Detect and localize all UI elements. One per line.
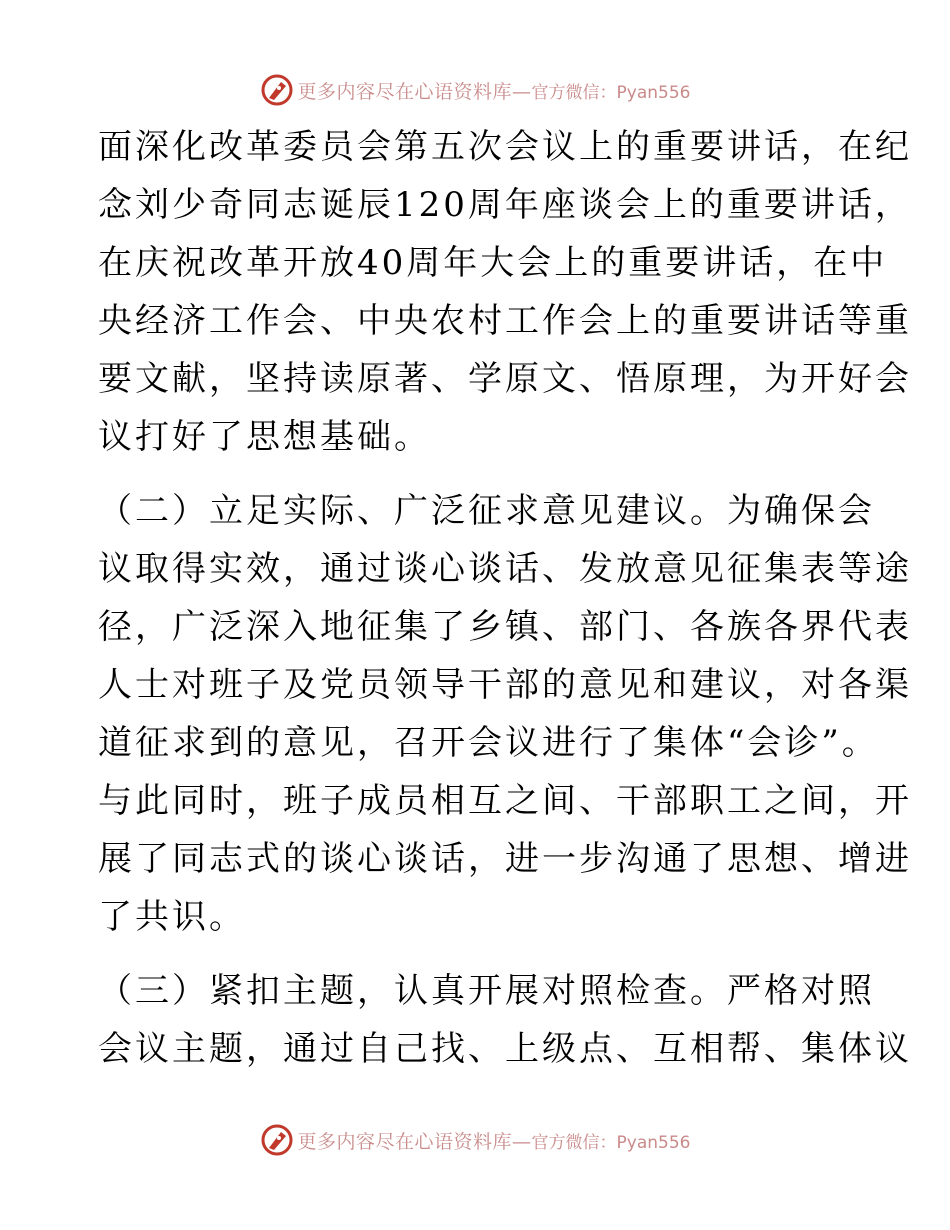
pen-nib-logo-icon bbox=[260, 1123, 294, 1157]
text-line: 议取得实效，通过谈心谈话、发放意见征集表等途 bbox=[98, 549, 912, 589]
text-line: 了共识。 bbox=[98, 897, 246, 937]
text-line: 央经济工作会、中央农村工作会上的重要讲话等重 bbox=[98, 301, 912, 341]
text-line: （三）紧扣主题，认真开展对照检查。严格对照 bbox=[98, 971, 875, 1011]
watermark-text: 更多内容尽在心语资料库—官方微信：Pyan556 bbox=[297, 80, 691, 103]
text-line: 议打好了思想基础。 bbox=[98, 417, 431, 457]
text-line: （二）立足实际、广泛征求意见建议。为确保会 bbox=[98, 491, 875, 531]
text-line: 要文献，坚持读原著、学原文、悟原理，为开好会 bbox=[98, 359, 912, 399]
text-line: 道征求到的意见，召开会议进行了集体“会诊”。 bbox=[98, 723, 879, 763]
paragraph-2 bbox=[98, 482, 912, 946]
text-line: 会议主题，通过自己找、上级点、互相帮、集体议 bbox=[98, 1029, 912, 1069]
paragraph-3 bbox=[98, 962, 912, 1078]
text-line: 与此同时，班子成员相互之间、干部职工之间，开 bbox=[98, 781, 912, 821]
watermark-footer bbox=[0, 1120, 950, 1160]
watermark-text: 更多内容尽在心语资料库—官方微信：Pyan556 bbox=[297, 1130, 691, 1153]
text-line: 人士对班子及党员领导干部的意见和建议，对各渠 bbox=[98, 665, 912, 705]
text-line: 径，广泛深入地征集了乡镇、部门、各族各界代表 bbox=[98, 607, 912, 647]
paragraph-1 bbox=[98, 118, 912, 466]
text-line: 面深化改革委员会第五次会议上的重要讲话，在纪 bbox=[98, 127, 912, 167]
text-line: 展了同志式的谈心谈话，进一步沟通了思想、增进 bbox=[98, 839, 912, 879]
text-line: 念刘少奇同志诞辰120周年座谈会上的重要讲话， bbox=[98, 185, 912, 225]
document-body bbox=[98, 118, 912, 1078]
pen-nib-logo-icon bbox=[260, 73, 294, 107]
watermark-header bbox=[0, 70, 950, 110]
text-line: 在庆祝改革开放40周年大会上的重要讲话，在中 bbox=[98, 243, 888, 283]
